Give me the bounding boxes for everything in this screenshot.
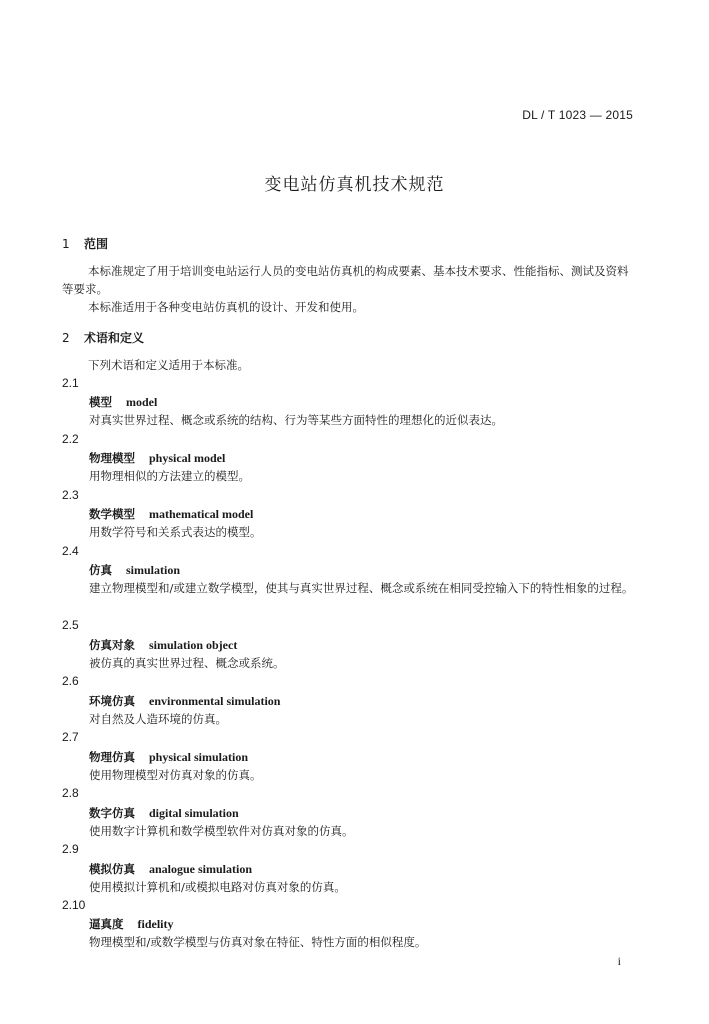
term-number: 2.7 (62, 730, 79, 744)
term-english: simulation object (149, 638, 238, 652)
section-1-number: 1 (62, 237, 70, 251)
term-number: 2.9 (62, 842, 79, 856)
term-definition: 用数学符号和关系式表达的模型。 (89, 525, 262, 539)
section-2-title: 术语和定义 (84, 331, 145, 345)
term-english: physical model (149, 451, 226, 465)
term-english: analogue simulation (149, 862, 253, 876)
term-english: simulation (126, 563, 181, 577)
term-definition: 建立物理模型和/或建立数学模型，使其与真实世界过程、概念或系统在相同受控输入下的特性相象的过程。 (89, 581, 634, 595)
term-heading (89, 562, 180, 578)
term-definition: 对自然及人造环境的仿真。 (89, 712, 227, 726)
term-english: model (126, 395, 158, 409)
term-heading (89, 693, 280, 709)
term-number: 2.2 (62, 432, 79, 446)
section-2-heading (62, 329, 144, 346)
section-2-number: 2 (62, 331, 70, 345)
term-number: 2.3 (62, 488, 79, 502)
term-definition: 使用模拟计算机和/或模拟电路对仿真对象的仿真。 (89, 880, 346, 894)
term-chinese: 逼真度 (89, 917, 124, 931)
section-1-title: 范围 (84, 237, 109, 251)
term-heading (89, 805, 239, 821)
term-heading (89, 506, 253, 522)
term-chinese: 仿真对象 (89, 638, 135, 652)
term-heading (89, 637, 237, 653)
term-definition: 用物理相似的方法建立的模型。 (89, 469, 250, 483)
standard-code: DL / T 1023 — 2015 (522, 108, 633, 122)
scope-paragraph-2: 本标准适用于各种变电站仿真机的设计、开发和使用。 (88, 300, 364, 314)
scope-paragraph-1: 本标准规定了用于培训变电站运行人员的变电站仿真机的构成要素、基本技术要求、性能指标、测试及资料等要求。 (62, 264, 629, 296)
term-number: 2.8 (62, 786, 79, 800)
term-definition: 被仿真的真实世界过程、概念或系统。 (89, 656, 285, 670)
term-english: environmental simulation (149, 694, 281, 708)
term-number: 2.5 (62, 618, 79, 632)
term-heading (89, 861, 252, 877)
term-english: digital simulation (149, 806, 239, 820)
term-chinese: 物理模型 (89, 451, 135, 465)
term-chinese: 仿真 (89, 563, 112, 577)
term-heading (89, 916, 174, 932)
term-chinese: 数字仿真 (89, 806, 135, 820)
term-chinese: 物理仿真 (89, 750, 135, 764)
term-definition: 使用数字计算机和数学模型软件对仿真对象的仿真。 (89, 824, 354, 838)
term-heading (89, 749, 248, 765)
term-chinese: 模型 (89, 395, 112, 409)
term-number: 2.1 (62, 376, 79, 390)
term-english: fidelity (137, 917, 174, 931)
term-chinese: 环境仿真 (89, 694, 135, 708)
term-definition: 物理模型和/或数学模型与仿真对象在特征、特性方面的相似程度。 (89, 935, 427, 949)
term-heading (89, 394, 157, 410)
page-number: i (617, 954, 621, 968)
section-1-heading (62, 235, 108, 252)
term-english: mathematical model (149, 507, 254, 521)
term-definition: 使用物理模型对仿真对象的仿真。 (89, 768, 262, 782)
document-title: 变电站仿真机技术规范 (264, 175, 445, 195)
term-number: 2.6 (62, 674, 79, 688)
term-number: 2.10 (62, 898, 86, 912)
term-chinese: 模拟仿真 (89, 862, 135, 876)
term-english: physical simulation (149, 750, 249, 764)
terms-intro: 下列术语和定义适用于本标准。 (88, 358, 249, 372)
term-definition: 对真实世界过程、概念或系统的结构、行为等某些方面特性的理想化的近似表达。 (89, 413, 503, 427)
term-chinese: 数学模型 (89, 507, 135, 521)
term-heading (89, 450, 225, 466)
term-number: 2.4 (62, 544, 79, 558)
